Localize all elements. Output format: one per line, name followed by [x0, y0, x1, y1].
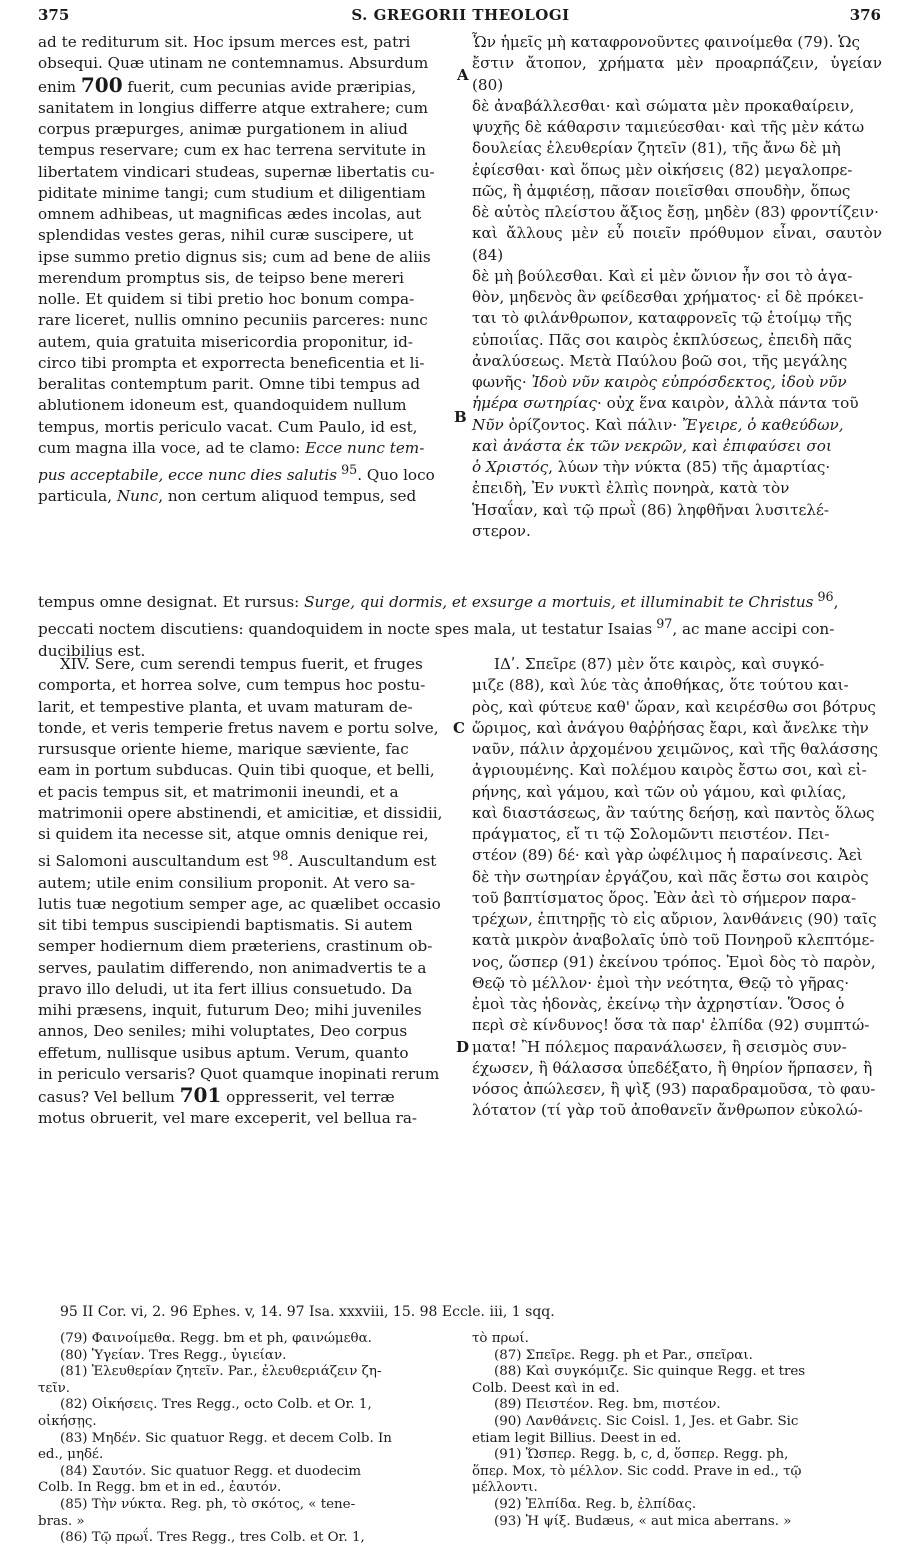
latin-text: , ac mane accipi con- — [672, 620, 835, 639]
apparatus-note: (84) Σαυτόν. Sic quatuor Regg. et duodecim — [60, 1463, 362, 1479]
latin-line: tempus reservare; cum ex hac terrena servitute in — [38, 141, 426, 160]
latin-quote: Ecce nunc tem- — [305, 438, 425, 457]
latin-line: comporta, et horrea solve, cum tempus hoc postu- — [38, 676, 426, 695]
apparatus-note: (93) Ἡ ψίξ. Budæus, « aut mica aberrans. » — [494, 1513, 792, 1529]
greek-line: νόσος ἀπώλεσεν, ἢ ψὶξ (93) παραδραμοῦσα, τὸ φαυ- — [472, 1080, 876, 1098]
scripture-references: 95 II Cor. vi, 2. 96 Ephes. v, 14. 97 Isa. xxxviii, 15. 98 Eccle. iii, 1 sqq. — [60, 1304, 555, 1320]
latin-text: . Auscultandum est — [288, 852, 437, 871]
greek-line: ναῦν, πάλιν ἀρχομένου χειμῶνος, καὶ τῆς θαλάσσης — [472, 740, 878, 758]
latin-line — [38, 613, 882, 640]
latin-line: ducibilius est. — [38, 641, 146, 660]
latin-line: in periculo versaris? Quot quamque inopinati rerum — [38, 1064, 440, 1083]
latin-text: particula, — [38, 487, 117, 506]
footnote-ref: 97 — [652, 616, 673, 632]
greek-quote: Ἰδοὺ νῦν καιρὸς εὐπρόσδεκτος, ἰδοὺ νῦν — [531, 373, 847, 391]
latin-line: si quidem ita necesse sit, atque omnis denique rei, — [38, 825, 429, 843]
latin-line — [38, 459, 456, 486]
greek-text: φωνῆς· — [472, 373, 532, 391]
latin-line: omnem adhibeas, ut magnificas ædes incolas, aut — [38, 205, 422, 223]
latin-line: circo tibi prompta et exporrecta beneficentia et li- — [38, 353, 425, 372]
apparatus-note: (79) Φαινοίμεθα. Regg. bm et ph, φαινώμεθα. — [60, 1331, 372, 1346]
greek-text: ὁρίζοντος. Καὶ πάλιν· — [503, 415, 683, 434]
greek-line: δὲ τὴν σωτηρίαν ἐργάζου, καὶ πᾶς ἔστω σοι καιρὸς — [472, 867, 869, 886]
greek-line: έχωσεν, ἢ θάλασσα ὑπεδέξατο, ἢ θηρίον ἥρπασεν, ἢ — [472, 1058, 873, 1077]
latin-text: si Salomoni auscultandum est — [38, 852, 269, 871]
latin-column-bottom — [38, 654, 456, 1130]
latin-line: XIV. Sere, cum serendi tempus fuerit, et fruges — [60, 655, 423, 673]
latin-line: libertatem vindicari studeas, supernæ libertatis cu- — [38, 162, 435, 181]
latin-line: nolle. Et quidem si tibi pretio hoc bonum compa- — [38, 290, 415, 308]
latin-line — [38, 72, 456, 98]
latin-line: lutis tuæ negotium semper age, ac quælibet occasio — [38, 894, 441, 913]
greek-quote: Ἔγειρε, ὁ καθεύδων, — [682, 415, 844, 434]
apparatus-note: (89) Πειστέον. Reg. bm, πιστέον. — [494, 1397, 721, 1413]
latin-line: ablutionem idoneum est, quandoquidem nullum — [38, 396, 407, 415]
margin-marker-c: C — [453, 719, 465, 737]
greek-line: μιζε (88), καὶ λύε τὰς ἀποθήκας, ὅτε τούτου και- — [472, 676, 849, 695]
greek-line: ἐπειδὴ, Ἐν νυκτὶ ἐλπὶς πονηρὰ, κατὰ τὸν — [472, 479, 790, 498]
greek-line: τοῦ βαπτίσματος ὅρος. Ἐὰν ἀεὶ τὸ σήμερον παρα- — [472, 888, 857, 907]
latin-line: splendidas vestes geras, nihil curæ suscipere, ut — [38, 226, 414, 245]
latin-line — [38, 486, 456, 507]
greek-line: ματα! Ἢ πόλεμος παρανάλωσεν, ἢ σεισμὸς συν- — [472, 1037, 847, 1056]
greek-line: τρέχων, ἐπιτηρῇς τὸ εἰς αὔριον, λανθάνεις (90) ταῖς — [472, 910, 877, 928]
latin-quote: Nunc — [116, 487, 159, 506]
latin-line — [38, 438, 456, 459]
greek-line: εὐποιΐας. Πᾶς σοι καιρὸς ἐκπλύσεως, ἐπειδὴ πᾶς — [472, 330, 852, 349]
latin-line: tonde, et veris temperie fretus navem e portu solve, — [38, 718, 439, 737]
greek-line: Ἡσαΐαν, καὶ τῷ πρωῒ (86) ληφθῆναι λυσιτελέ- — [472, 500, 829, 519]
greek-line: ἐφίεσθαι· καὶ ὅπως μὲν οἰκήσεις (82) μεγαλοπρε- — [472, 160, 853, 179]
latin-text: . Quo loco — [357, 466, 435, 485]
apparatus-note: ed., μηδέ. — [38, 1447, 104, 1463]
latin-line: sit tibi tempus suscipiendi baptismatis. Si autem — [38, 916, 413, 935]
margin-marker-a: A — [457, 66, 469, 84]
latin-line: sanitatem in longius differre atque extrahere; cum — [38, 98, 428, 117]
latin-line: beralitas contemptum parit. Omne tibi tempus ad — [38, 375, 421, 393]
greek-line — [472, 436, 882, 457]
apparatus-note: (90) Λανθάνεις. Sic Coisl. 1, Jes. et Gabr. Sic — [494, 1413, 799, 1429]
footnote-ref: 96 — [813, 589, 834, 604]
apparatus-note: (80) Ὑγείαν. Tres Regg., ὑγιείαν. — [60, 1347, 287, 1363]
greek-column-top — [472, 32, 882, 542]
latin-line: larit, et tempestive planta, et uvam maturam de- — [38, 697, 413, 716]
latin-text: fuerit, cum pecunias avide præripias, — [122, 77, 417, 96]
apparatus-note: τὸ πρωί. — [472, 1331, 529, 1346]
margin-marker-b: B — [454, 408, 467, 426]
latin-text: , — [833, 593, 839, 612]
latin-column-top — [38, 32, 456, 508]
latin-line: ad te rediturum sit. Hoc ipsum merces est, patri — [38, 33, 411, 51]
greek-quote: Νῦν — [472, 415, 504, 434]
latin-line: piditate minime tangi; cum studium et diligentiam — [38, 183, 426, 202]
greek-line: στέον (89) δέ· καὶ γὰρ ὠφέλιμος ἡ παραίνεσις. Ἀεὶ — [472, 846, 863, 865]
footnote-ref: 98 — [268, 848, 289, 864]
greek-quote: ἡμέρα σωτηρίας — [472, 394, 598, 413]
apparatus-left-column — [38, 1331, 456, 1547]
greek-line: ἀγριουμένης. Καὶ πολέμου καιρὸς ἔστω σοι, καὶ εἰ- — [472, 761, 867, 780]
greek-line: καὶ διαστάσεως, ἂν ταύτης δεήσῃ, καὶ παντὸς ὅλως — [472, 803, 875, 822]
greek-text: , λύων τὴν νύκτα (85) τῆς ἁμαρτίας· — [548, 458, 831, 476]
greek-line: Ὧν ἡμεῖς μὴ καταφρονοῦντες φαινοίμεθα (79). Ὡς — [472, 33, 860, 51]
apparatus-note: (81) Ἐλευθερίαν ζητεῖν. Par., ἐλευθεριάζειν ζη- — [60, 1364, 382, 1380]
greek-text: · οὐχ ἕνα καιρὸν, ἀλλὰ πάντα τοῦ — [597, 394, 859, 413]
latin-line: eam in portum subducas. Quin tibi quoque, et belli, — [38, 761, 435, 780]
apparatus-note: (92) Ἐλπίδα. Reg. b, ἐλπίδας. — [494, 1496, 697, 1512]
apparatus-note: bras. » — [38, 1513, 85, 1529]
apparatus-note: Colb. Deest καὶ in ed. — [472, 1380, 620, 1396]
latin-line — [38, 1085, 456, 1108]
latin-text: cum magna illa voce, ad te clamo: — [38, 438, 306, 457]
greek-quote: καὶ ἀνάστα ἐκ τῶν νεκρῶν, καὶ ἐπιφαύσει σοι — [472, 436, 832, 455]
latin-line: tempus, mortis periculo vacat. Cum Paulo, id est, — [38, 417, 418, 436]
latin-text: enim — [38, 77, 81, 96]
greek-line: δὲ ἀναβάλλεσθαι· καὶ σώματα μὲν προκαθαίρειν, — [472, 96, 855, 115]
greek-line — [472, 372, 882, 393]
apparatus-note: Colb. In Regg. bm et in ed., ἑαυτόν. — [38, 1480, 282, 1496]
latin-full-width — [38, 586, 882, 662]
latin-line: rare liceret, nullis omnino pecuniis parceres: nunc — [38, 311, 428, 330]
greek-line: ρὸς, καὶ φύτευε καθ' ὥραν, καὶ κειρέσθω σοι βότρυς — [472, 697, 876, 716]
greek-line: δὲ μὴ βούλεσθαι. Καὶ εἰ μὲν ὤνιον ἦν σοι τὸ ἀγα- — [472, 266, 853, 285]
apparatus-note: (88) Καὶ συγκόμιζε. Sic quinque Regg. et tres — [494, 1364, 806, 1380]
greek-line: θὸν, μηδενὸς ἂν φείδεσθαι χρήματος· εἰ δὲ πρόκει- — [472, 288, 864, 306]
apparatus-note: (91) Ὥσπερ. Regg. b, c, d, ὅσπερ. Regg. ph, — [494, 1447, 789, 1463]
page-number-right: 376 — [849, 6, 881, 24]
greek-line: ἔστιν ἄτοπον, χρήματα μὲν προαρπάζειν, ὑγείαν (80) — [472, 54, 882, 94]
apparatus-note: (83) Μηδέν. Sic quatuor Regg. et decem Colb. In — [60, 1430, 392, 1446]
apparatus-right-column — [472, 1331, 882, 1530]
latin-text: peccati noctem discutiens: quandoquidem in nocte spes mala, ut testatur Isaias — [38, 620, 653, 639]
apparatus-note: ὅπερ. Mox, τὸ μέλλον. Sic codd. Prave in ed., τῷ — [472, 1463, 802, 1479]
latin-text: tempus omne designat. Et rursus: — [38, 593, 305, 612]
apparatus-note: οἰκήσῃς. — [38, 1413, 97, 1429]
latin-line: et pacis tempus sit, et matrimonii ineundi, et a — [38, 782, 399, 801]
apparatus-note: (86) Τῷ πρωΐ. Tres Regg., tres Colb. et Or. 1, — [60, 1530, 365, 1546]
greek-quote: ὁ Χριστός — [472, 458, 549, 476]
greek-line: καὶ ἄλλους μὲν εὖ ποιεῖν πρόθυμον εἶναι, σαυτὸν (84) — [472, 224, 882, 264]
running-title: S. GREGORII THEOLOGI — [351, 6, 570, 24]
footnote-ref: 95 — [337, 462, 358, 477]
margin-marker-d: D — [456, 1038, 470, 1056]
greek-line — [472, 393, 882, 414]
greek-line: λότατον (τί γὰρ τοῦ ἀποθανεῖν ἄνθρωπον εὐκολώ- — [472, 1101, 863, 1120]
latin-line: motus obruerit, vel mare exceperit, vel bellua ra- — [38, 1109, 418, 1128]
apparatus-note: τεῖν. — [38, 1380, 70, 1396]
latin-text: oppresserit, vel terræ — [221, 1088, 395, 1107]
latin-quote: pus acceptabile, ecce nunc dies salutis — [38, 466, 338, 485]
apparatus-note: etiam legit Billius. Deest in ed. — [472, 1430, 682, 1446]
greek-line: ἀναλύσεως. Μετὰ Παύλου βοῶ σοι, τῆς μεγάλης — [472, 351, 848, 370]
latin-text: casus? Vel bellum — [38, 1088, 180, 1107]
greek-line: ψυχῆς δὲ κάθαρσιν ταμιεύεσθαι· καὶ τῆς μὲν κάτω — [472, 118, 865, 136]
greek-line: κατὰ μικρὸν ἀναβολαῖς ὑπὸ τοῦ Πονηροῦ κλεπτόμε- — [472, 931, 875, 950]
greek-line: Θεῷ τὸ μέλλον· ἐμοὶ τὴν νεότητα, Θεῷ τὸ γῆρας· — [472, 973, 850, 992]
greek-line: ὥριμος, καὶ ἀνάγου θαῤῥήσας ἔαρι, καὶ ἄνελκε τὴν — [472, 718, 869, 737]
latin-line: annos, Deo seniles; mihi voluptates, Deo corpus — [38, 1022, 408, 1041]
latin-line: serves, paulatim differendo, non animadvertis te a — [38, 958, 427, 977]
column-number-701: 701 — [179, 1083, 222, 1108]
apparatus-note: (82) Οἰκήσεις. Tres Regg., octo Colb. et Or. 1, — [60, 1397, 372, 1413]
greek-line: στερον. — [472, 521, 531, 540]
latin-line: corpus præpurges, animæ purgationem in aliud — [38, 120, 408, 138]
latin-line: merendum promptus sis, de teipso bene mereri — [38, 268, 405, 287]
latin-line: pravo illo deludi, ut ita fert illius consuetudo. Da — [38, 979, 413, 998]
latin-line: autem, quia gratuita misericordia proponitur, id- — [38, 332, 413, 351]
latin-quote: Surge, qui dormis, et exsurge a mortuis, et illuminabit te Christus — [304, 593, 814, 612]
greek-line: ἐμοὶ τὰς ἡδονὰς, ἐκείνῳ τὴν ἀχρηστίαν. Ὅσος ὁ — [472, 995, 845, 1013]
apparatus-note: μέλλοντι. — [472, 1480, 538, 1496]
latin-text: , non certum aliquod tempus, sed — [158, 487, 417, 506]
greek-line: ΙΔʹ. Σπεῖρε (87) μὲν ὅτε καιρὸς, καὶ συγκό- — [494, 655, 825, 673]
latin-line: obsequi. Quæ utinam ne contemnamus. Absurdum — [38, 54, 429, 73]
greek-column-bottom — [472, 654, 882, 1122]
greek-line: νος, ὥσπερ (91) ἐκείνου τρόπος. Ἐμοὶ δὸς τὸ παρὸν, — [472, 952, 876, 971]
latin-line: rursusque oriente hieme, marique sæviente, fac — [38, 740, 409, 758]
greek-line — [472, 457, 882, 478]
greek-line: περὶ σὲ κίνδυνος! ὅσα τὰ παρ' ἐλπίδα (92) συμπτώ- — [472, 1016, 870, 1035]
latin-line — [38, 845, 456, 872]
column-number-700: 700 — [80, 72, 123, 97]
greek-line: ρήνης, καὶ γάμου, καὶ τῶν οὐ γάμου, καὶ φιλίας, — [472, 782, 847, 801]
greek-line — [472, 415, 882, 436]
latin-line: autem; utile enim consilium proponit. At vero sa- — [38, 873, 416, 892]
apparatus-note: (85) Τὴν νύκτα. Reg. ph, τὸ σκότος, « tene- — [60, 1496, 356, 1512]
latin-line: matrimonii opere abstinendi, et amicitiæ, et dissidii, — [38, 803, 443, 822]
latin-line — [38, 586, 882, 613]
latin-line: effetum, nullisque usibus aptum. Verum, quanto — [38, 1043, 409, 1062]
latin-line: semper hodiernum diem præteriens, crastinum ob- — [38, 937, 433, 956]
greek-line: πῶς, ἢ ἀμφιέσῃ, πᾶσαν ποιεῖσθαι σπουδὴν, ὅπως — [472, 181, 851, 200]
greek-line: ται τὸ φιλάνθρωπον, καταφρονεῖς τῷ ἑτοίμῳ τῆς — [472, 309, 852, 328]
greek-line: πράγματος, εἴ τι τῷ Σολομῶντι πειστέον. Πει- — [472, 825, 830, 843]
latin-line: ipse summo pretio dignus sis; cum ad bene de aliis — [38, 247, 431, 266]
latin-line: mihi præsens, inquit, futurum Deo; mihi juveniles — [38, 1001, 422, 1020]
apparatus-note: (87) Σπεῖρε. Regg. ph et Par., σπεῖραι. — [494, 1347, 753, 1363]
greek-line: δουλείας ἐλευθερίαν ζητεῖν (81), τῆς ἄνω δὲ μὴ — [472, 139, 841, 158]
greek-line: δὲ αὐτὸς πλείστου ἄξιος ἔσῃ, μηδὲν (83) φροντίζειν· — [472, 203, 879, 221]
page-number-left: 375 — [38, 6, 70, 24]
